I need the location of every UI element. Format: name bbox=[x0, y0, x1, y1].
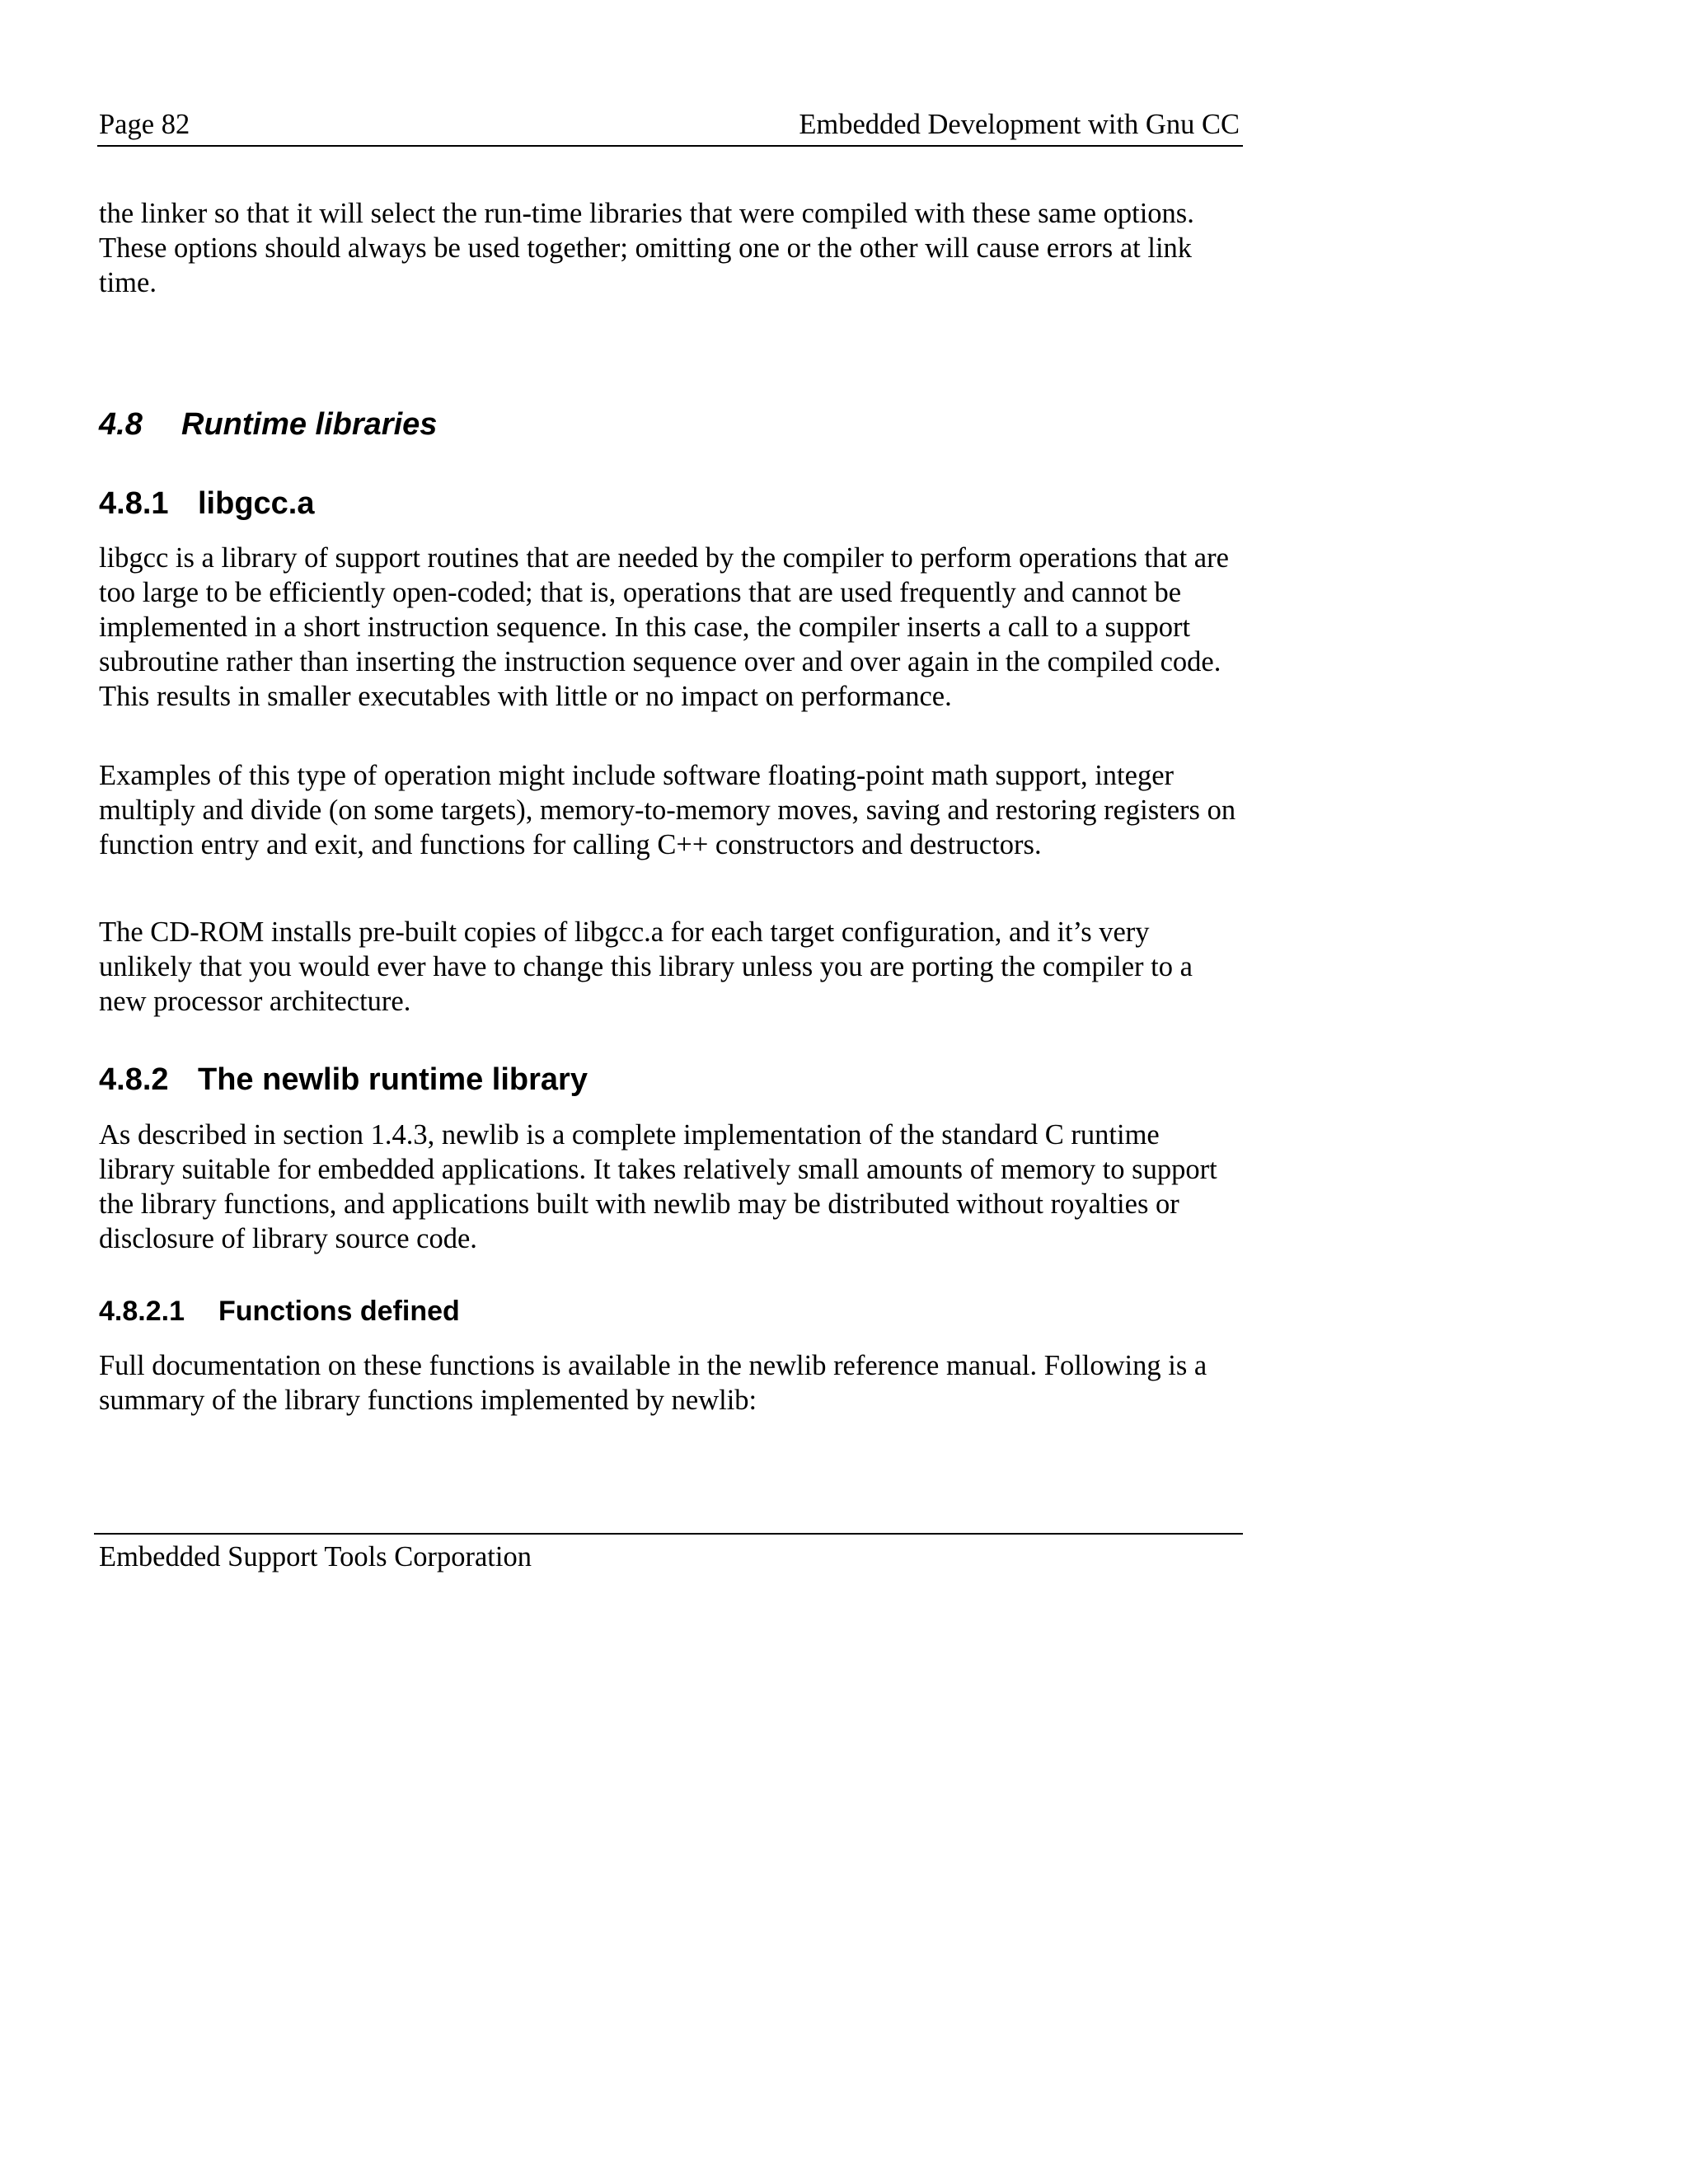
running-header bbox=[97, 104, 1243, 147]
libgcc-paragraph-1: libgcc is a library of support routines that are needed by the compiler to perform operations that are too large to be efficiently open-coded; that is, operations that are used frequently and cannot be implemented in a short instruction sequence. In this case, the compiler inserts a call to a support subroutine rather than inserting the instruction sequence over and over again in the compiled code. This results in smaller executables with little or no impact on performance. bbox=[99, 542, 1229, 712]
libgcc-paragraph-2: Examples of this type of operation might include software floating-point math support, integer multiply and divide (on some targets), memory-to-memory moves, saving and restoring registers on function entry and exit, and functions for calling C++ constructors and destructors. bbox=[99, 760, 1236, 860]
section-number: 4.8 bbox=[99, 407, 143, 442]
page-number: Page 82 bbox=[99, 109, 190, 140]
subsubsection-number: 4.8.2.1 bbox=[99, 1296, 185, 1327]
subsection-heading-newlib bbox=[99, 1061, 1241, 1099]
subsection-heading-libgcc bbox=[99, 485, 1241, 523]
subsection-title: The newlib runtime library bbox=[198, 1062, 588, 1097]
functions-paragraph: Full documentation on these functions is available in the newlib reference manual. Following is a summary of the library functions implemented by newlib: bbox=[99, 1350, 1207, 1416]
book-title: Embedded Development with Gnu CC bbox=[799, 109, 1240, 140]
section-heading bbox=[99, 405, 1241, 443]
subsubsection-title: Functions defined bbox=[218, 1296, 460, 1327]
section-title: Runtime libraries bbox=[181, 407, 438, 442]
subsection-number: 4.8.2 bbox=[99, 1062, 169, 1097]
subsection-number: 4.8.1 bbox=[99, 486, 169, 521]
subsection-title: libgcc.a bbox=[198, 486, 315, 521]
subsubsection-heading-functions bbox=[99, 1294, 1241, 1329]
newlib-paragraph: As described in section 1.4.3, newlib is a complete implementation of the standard C runtime library suitable for embedded applications. It takes relatively small amounts of memory to support the library functions, and applications built with newlib may be distributed without royalties or disclosure of library source code. bbox=[99, 1119, 1217, 1254]
intro-paragraph: the linker so that it will select the run-time libraries that were compiled with these same options. These options should always be used together; omitting one or the other will cause errors at link time. bbox=[99, 198, 1194, 298]
footer-company: Embedded Support Tools Corporation bbox=[99, 1541, 532, 1572]
footer-rule bbox=[94, 1533, 1243, 1535]
libgcc-paragraph-3: The CD-ROM installs pre-built copies of libgcc.a for each target configuration, and it’s very unlikely that you would ever have to change this library unless you are porting the compiler to a new processor architecture. bbox=[99, 916, 1193, 1017]
